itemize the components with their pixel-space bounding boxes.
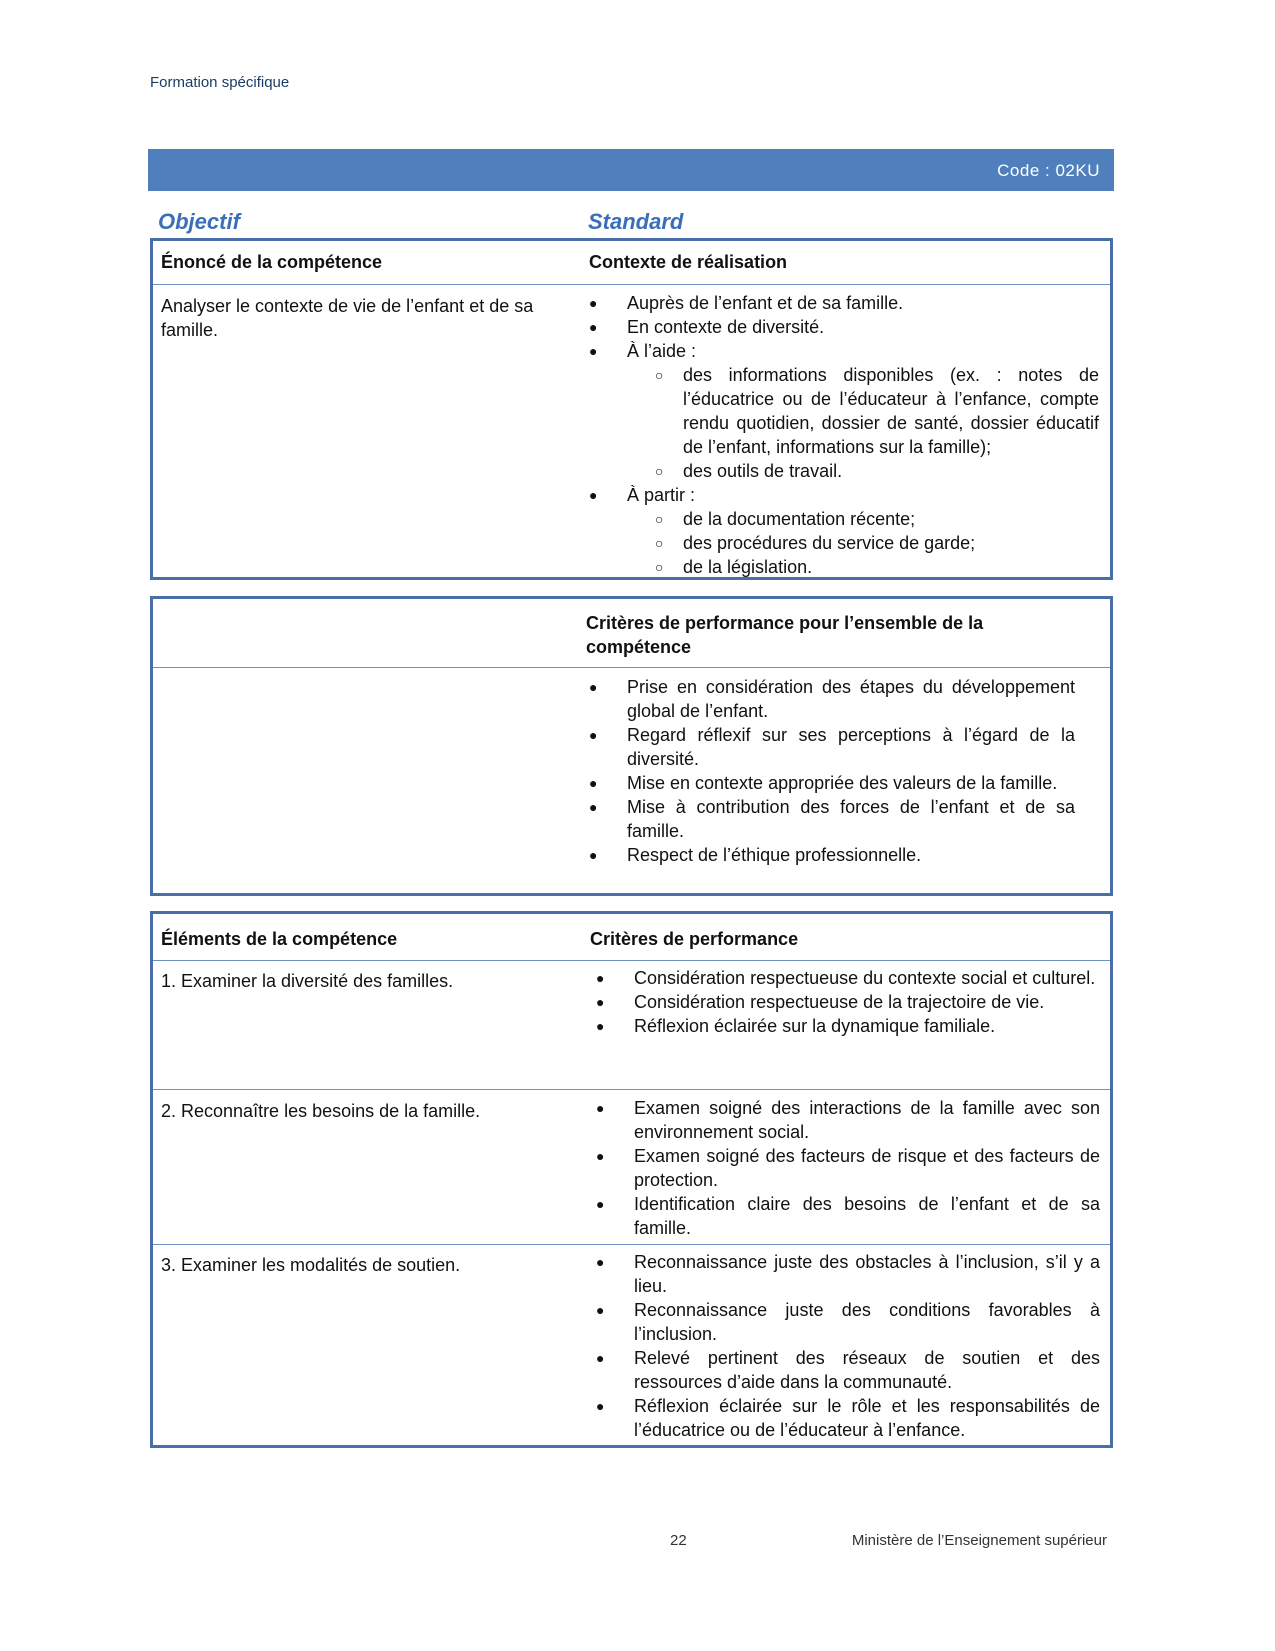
element-3: 3. Examiner les modalités de soutien. <box>161 1255 461 1275</box>
context-header: Contexte de réalisation <box>589 252 788 272</box>
bullet-icon: ● <box>589 775 598 791</box>
bullet-icon: ● <box>589 295 598 311</box>
bullet-icon: ● <box>596 1254 605 1270</box>
element-2-criteria <box>596 1096 1100 1240</box>
bullet-icon: ● <box>589 319 598 335</box>
element-3-criteria <box>596 1250 1100 1442</box>
sub-bullet-icon: ○ <box>655 463 664 479</box>
list-item <box>596 1250 1100 1298</box>
bullet-icon: ● <box>589 343 598 359</box>
competency-statement: Analyser le contexte de vie de l’enfant et de sa famille. <box>161 296 534 340</box>
list-item-text: Réflexion éclairée sur la dynamique familiale. <box>634 1016 996 1036</box>
list-item <box>596 1394 1100 1442</box>
sub-bullet-icon: ○ <box>655 535 664 551</box>
page-number: 22 <box>670 1532 687 1549</box>
bullet-icon: ● <box>596 1148 605 1164</box>
divider <box>153 1089 1110 1090</box>
sub-bullet-icon: ○ <box>655 559 664 575</box>
list-item-text: Auprès de l’enfant et de sa famille. <box>627 293 904 313</box>
list-item <box>596 1014 1100 1038</box>
list-item-text: À partir : <box>627 485 696 505</box>
list-item <box>589 795 1075 843</box>
context-list <box>589 291 1099 579</box>
list-item-text: Réflexion éclairée sur le rôle et les responsabilités de l’éducatrice ou de l’éducateur à l’enfance. <box>634 1396 1100 1440</box>
bullet-icon: ● <box>596 994 605 1010</box>
list-item-text: À l’aide : <box>627 341 697 361</box>
list-item-text: Respect de l’éthique professionnelle. <box>627 845 922 865</box>
list-item <box>589 771 1075 795</box>
bullet-icon: ● <box>596 970 605 986</box>
bullet-icon: ● <box>596 1018 605 1034</box>
footer-ministry: Ministère de l’Enseignement supérieur <box>851 1532 1107 1549</box>
list-item <box>596 966 1100 990</box>
list-item <box>596 1346 1100 1394</box>
list-item-text: de la législation. <box>683 557 813 577</box>
list-item <box>596 1192 1100 1240</box>
list-item <box>596 1298 1100 1346</box>
global-criteria-header: Critères de performance pour l’ensemble de la compétence <box>586 613 984 657</box>
list-item-text: Examen soigné des facteurs de risque et des facteurs de protection. <box>634 1146 1100 1190</box>
bullet-icon: ● <box>596 1196 605 1212</box>
list-item-text: En contexte de diversité. <box>627 317 825 337</box>
list-item <box>589 843 1075 867</box>
standard-title: Standard <box>588 209 684 234</box>
list-item-text: des outils de travail. <box>683 461 843 481</box>
list-item <box>627 555 1099 579</box>
list-item <box>596 1144 1100 1192</box>
list-item <box>589 315 1099 339</box>
list-item-text: de la documentation récente; <box>683 509 916 529</box>
element-1-criteria <box>596 966 1100 1038</box>
divider <box>153 1244 1110 1245</box>
list-item-text: des procédures du service de garde; <box>683 533 976 553</box>
list-item-text: des informations disponibles (ex. : notes de l’éducatrice ou de l’éducateur à l’enfance, compte rendu quotidien, dossier de santé, dossier éducatif de l’enfant, informations sur la famille); <box>683 365 1099 457</box>
list-item <box>596 990 1100 1014</box>
competency-code: Code : 02KU <box>997 161 1100 180</box>
performance-criteria-header: Critères de performance <box>590 929 799 949</box>
list-item <box>627 507 1099 531</box>
list-item <box>589 723 1075 771</box>
running-head: Formation spécifique <box>150 74 290 91</box>
divider <box>153 667 1110 668</box>
element-1: 1. Examiner la diversité des familles. <box>161 971 454 991</box>
global-criteria-list <box>589 675 1075 867</box>
list-item <box>589 675 1075 723</box>
list-item-text: Reconnaissance juste des conditions favorables à l’inclusion. <box>634 1300 1100 1344</box>
list-item-text: Examen soigné des interactions de la famille avec son environnement social. <box>634 1098 1100 1142</box>
list-item-text: Reconnaissance juste des obstacles à l’inclusion, s’il y a lieu. <box>634 1252 1100 1296</box>
bullet-icon: ● <box>589 679 598 695</box>
bullet-icon: ● <box>589 727 598 743</box>
list-item-text: Mise à contribution des forces de l’enfant et de sa famille. <box>627 797 1075 841</box>
list-item <box>589 483 1099 507</box>
list-item <box>627 363 1099 459</box>
list-item-text: Considération respectueuse de la trajectoire de vie. <box>634 992 1045 1012</box>
list-item-text: Prise en considération des étapes du développement global de l’enfant. <box>627 677 1075 721</box>
element-2: 2. Reconnaître les besoins de la famille. <box>161 1101 481 1121</box>
divider <box>153 960 1110 961</box>
bullet-icon: ● <box>596 1398 605 1414</box>
competency-statement-box <box>150 238 1113 580</box>
elements-box <box>150 911 1113 1448</box>
bullet-icon: ● <box>596 1100 605 1116</box>
global-criteria-box <box>150 596 1113 896</box>
bullet-icon: ● <box>596 1302 605 1318</box>
list-item-text: Identification claire des besoins de l’enfant et de sa famille. <box>634 1194 1100 1238</box>
sub-bullet-icon: ○ <box>655 367 664 383</box>
objectif-title: Objectif <box>158 209 240 234</box>
list-item <box>596 1096 1100 1144</box>
divider <box>153 284 1110 285</box>
list-item-text: Mise en contexte appropriée des valeurs de la famille. <box>627 773 1058 793</box>
header-bar <box>148 149 1114 191</box>
list-item <box>589 291 1099 315</box>
list-item <box>589 339 1099 363</box>
bullet-icon: ● <box>589 799 598 815</box>
list-item-text: Regard réflexif sur ses perceptions à l’égard de la diversité. <box>627 725 1075 769</box>
list-item <box>627 531 1099 555</box>
statement-header: Énoncé de la compétence <box>161 252 383 272</box>
list-item-text: Considération respectueuse du contexte social et culturel. <box>634 968 1096 988</box>
bullet-icon: ● <box>596 1350 605 1366</box>
bullet-icon: ● <box>589 487 598 503</box>
bullet-icon: ● <box>589 847 598 863</box>
sub-bullet-icon: ○ <box>655 511 664 527</box>
list-item-text: Relevé pertinent des réseaux de soutien et des ressources d’aide dans la communauté. <box>634 1348 1100 1392</box>
list-item <box>627 459 1099 483</box>
elements-header: Éléments de la compétence <box>161 929 398 949</box>
